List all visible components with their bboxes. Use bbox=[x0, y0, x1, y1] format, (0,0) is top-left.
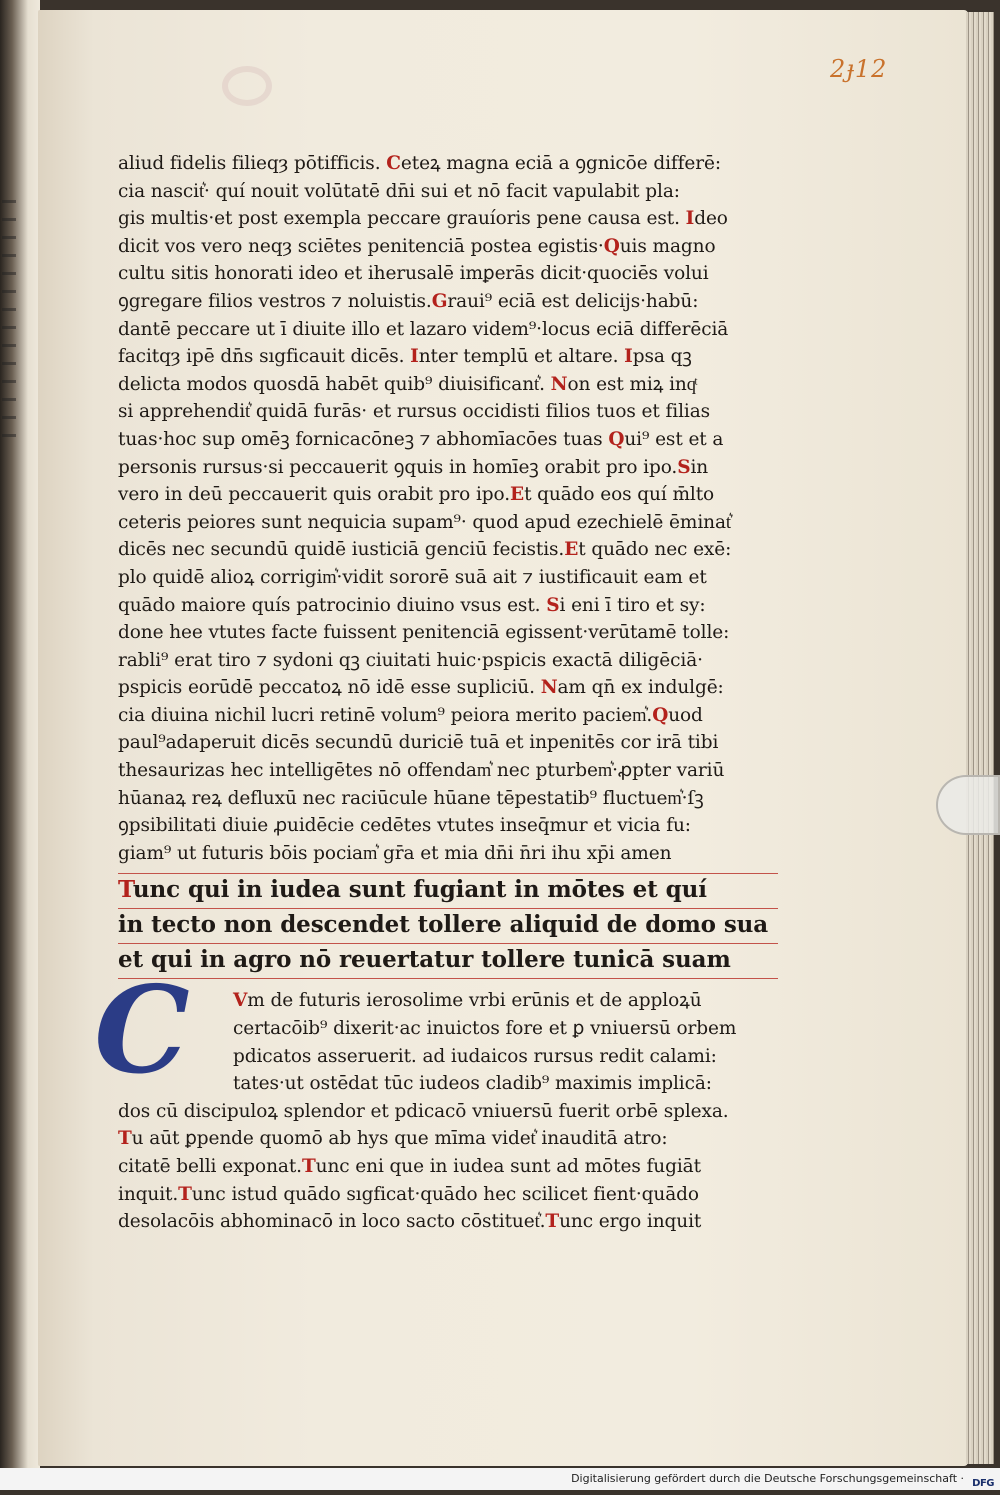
text-span: quādo maiore quís patrocinio diuino vsus est. bbox=[118, 594, 547, 616]
text-span: in bbox=[690, 456, 709, 478]
text-span: dicēs nec secundū quidē iusticiā genciū fecistis. bbox=[118, 539, 565, 561]
text-line bbox=[118, 757, 778, 785]
rubric-letter: E bbox=[564, 539, 579, 561]
rubric-letter: S bbox=[677, 456, 691, 478]
text-span: m de futuris ierosolime vrbi erūnis et de apploꝝū bbox=[247, 990, 702, 1012]
text-line bbox=[118, 729, 778, 757]
text-span: t quādo eos quí m̄lto bbox=[524, 484, 715, 506]
text-line bbox=[118, 840, 778, 868]
text-span: si apprehendit͛ quidā furās· et rursus occidisti filios tuos et filias bbox=[118, 401, 711, 423]
page-clip bbox=[936, 775, 1000, 835]
lemma-text bbox=[118, 873, 778, 979]
rubric-letter: Q bbox=[608, 428, 625, 450]
text-span: ꝯgregare filios vestros ⁊ noluistis. bbox=[118, 290, 432, 312]
text-span: desolacōis abhominacō in loco sacto cōstituet͛. bbox=[118, 1211, 546, 1233]
text-span: pdicatos asseruerit. ad iudaicos rursus redit calami: bbox=[233, 1045, 717, 1067]
rubric-letter: Q bbox=[603, 235, 620, 257]
text-span: facitqȝ ipē dn̄s sıgficauit dicēs. bbox=[118, 346, 411, 368]
rubric-letter: C bbox=[386, 153, 401, 174]
text-span: thesaurizas hec intelligētes nō offendam͛ nec pturbem͛·ꝓpter variū bbox=[118, 760, 725, 782]
text-line bbox=[118, 398, 778, 426]
text-span: delicta modos quosdā habēt quib⁹ diuisificant͛. bbox=[118, 373, 551, 395]
text-line bbox=[118, 343, 778, 371]
text-span: cultu sitis honorati ideo et iherusalē imꝑerās dicit·quociēs volui bbox=[118, 263, 709, 285]
text-span: unc qui in iudea sunt fugiant in mōtes et quí bbox=[132, 876, 707, 904]
commentary-line bbox=[118, 1125, 778, 1153]
text-span: ui⁹ est et a bbox=[624, 428, 724, 450]
text-span: cia diuina nichil lucri retinē volum⁹ peiora merito paciem͛. bbox=[118, 704, 653, 726]
text-span: tates·ut ostēdat tūc iudeos cladib⁹ maximis implicā: bbox=[233, 1073, 712, 1095]
text-span: rabli⁹ erat tiro ⁊ sydoni qꝫ ciuitati huic·pspicis exactā diligēciā· bbox=[118, 649, 703, 671]
text-span: certacōib⁹ dixerit·ac inuictos fore et ꝑ vniuersū orbem bbox=[233, 1018, 737, 1040]
rubric-letter: N bbox=[550, 373, 568, 395]
text-line bbox=[118, 619, 778, 647]
dfg-logo: DFG bbox=[972, 1478, 994, 1489]
text-span: vero in deū peccauerit quis orabit pro ipo. bbox=[118, 484, 511, 506]
rubric-letter: V bbox=[233, 990, 248, 1012]
text-line bbox=[118, 674, 778, 702]
rubric-letter: S bbox=[546, 594, 560, 616]
text-line bbox=[118, 371, 778, 399]
text-span: tuas·hoc sup omēꝫ fornicacōneꝫ ⁊ abhomīacōes tuas bbox=[118, 428, 609, 450]
rubric-letter: E bbox=[510, 484, 525, 506]
text-line bbox=[118, 647, 778, 675]
text-span: in tecto non descendet tollere aliquid de domo sua bbox=[118, 911, 769, 939]
commentary-line bbox=[118, 987, 778, 1015]
text-span: done hee vtutes facte fuissent penitenciā egissent·verūtamē tolle: bbox=[118, 622, 730, 644]
footer-bar bbox=[0, 1468, 1000, 1490]
rubric-letter: T bbox=[545, 1211, 560, 1233]
text-line bbox=[118, 178, 778, 206]
text-line bbox=[118, 481, 778, 509]
text-span: et qui in agro nō reuertatur tollere tunicā suam bbox=[118, 946, 731, 974]
text-span: gis multis·et post exempla peccare grauíoris pene causa est. bbox=[118, 208, 686, 230]
rubric-letter: T bbox=[118, 1128, 132, 1150]
text-span: ꝯpsibilitati diuie ꝓuidēcie cedētes vtutes inseq̄mur et vicia fu: bbox=[118, 815, 691, 837]
text-span: on est miꝝ inqͭ bbox=[567, 373, 696, 395]
commentary-line bbox=[118, 1153, 778, 1181]
text-span: am qn̄ ex indulgē: bbox=[557, 677, 724, 699]
text-line bbox=[118, 592, 778, 620]
commentary-line bbox=[118, 1181, 778, 1209]
facing-page-edge bbox=[0, 0, 40, 1468]
rubric-letter: I bbox=[685, 208, 695, 230]
text-span: unc istud quādo sıgficat·quādo hec scilicet fient·quādo bbox=[191, 1183, 699, 1205]
text-span: uis magno bbox=[619, 235, 716, 257]
lemma-line bbox=[118, 909, 778, 944]
text-span: pspicis eorūdē peccatoꝝ nō idē esse supliciū. bbox=[118, 677, 541, 699]
text-span: plo quidē alioꝝ corrigim͛·vidit sororē suā ait ⁊ iustificauit eam et bbox=[118, 566, 707, 588]
text-line bbox=[118, 454, 778, 482]
rubric-letter: T bbox=[178, 1183, 192, 1205]
text-span: paul⁹adaperuit dicēs secundū duriciē tuā et inpenitēs cor irā tibi bbox=[118, 732, 719, 754]
text-span: inquit. bbox=[118, 1183, 179, 1205]
text-span: unc ergo inquit bbox=[559, 1211, 702, 1233]
commentary-line bbox=[118, 1015, 778, 1043]
text-line bbox=[118, 288, 778, 316]
text-span: aliud fidelis filieqȝ pōtifficis. bbox=[118, 153, 387, 174]
rubric-letter: G bbox=[431, 290, 448, 312]
text-line bbox=[118, 785, 778, 813]
rubric-letter: T bbox=[301, 1156, 316, 1177]
text-line bbox=[118, 536, 778, 564]
text-line bbox=[118, 233, 778, 261]
text-span: raui⁹ eciā est delicijs·habū: bbox=[447, 290, 699, 312]
text-span: hūanaꝝ reꝝ defluxū nec raciūcule hūane tēpestatib⁹ fluctuem͛·ſꝫ bbox=[118, 787, 704, 809]
text-line bbox=[118, 426, 778, 454]
lemma-line bbox=[118, 944, 778, 979]
text-line bbox=[118, 702, 778, 730]
text-span: uod bbox=[668, 704, 703, 726]
text-line bbox=[118, 812, 778, 840]
lemma-line bbox=[118, 873, 778, 909]
text-line bbox=[118, 150, 778, 178]
text-span: eteꝝ magna eciā a ꝯgnicōe differē: bbox=[400, 153, 721, 174]
page-stack-edge bbox=[966, 12, 994, 1464]
rubric-letter: Q bbox=[652, 704, 669, 726]
commentary-line bbox=[118, 1208, 778, 1236]
text-span: citatē belli exponat. bbox=[118, 1156, 302, 1177]
text-span: giam⁹ ut futuris bōis pociam͛ gr̄a et mia dn̄i n̄ri ihu xp̄i amen bbox=[118, 842, 672, 864]
text-span: unc eni que in iudea sunt ad mōtes fugiāt bbox=[315, 1156, 701, 1177]
text-block bbox=[94, 150, 778, 1236]
stain-mark bbox=[222, 66, 272, 106]
rubric-letter: T bbox=[118, 876, 133, 904]
text-line bbox=[118, 260, 778, 288]
text-span: psa qꝫ bbox=[632, 346, 692, 368]
decorated-initial: C bbox=[94, 960, 190, 1102]
rubric-letter: I bbox=[624, 346, 633, 368]
text-span: nter templū et altare. bbox=[418, 346, 625, 368]
footer-credit: Digitalisierung gefördert durch die Deutsche Forschungsgemeinschaft · bbox=[571, 1472, 964, 1485]
commentary-line bbox=[118, 1070, 778, 1098]
text-span: personis rursus·si peccauerit ꝯquis in homīeꝫ orabit pro ipo. bbox=[118, 456, 678, 478]
text-span: deo bbox=[694, 208, 728, 230]
text-span: i eni ī tiro et sy: bbox=[559, 594, 706, 616]
rubric-letter: I bbox=[410, 346, 419, 368]
rubric-letter: N bbox=[540, 677, 558, 699]
commentary-line bbox=[118, 1098, 778, 1126]
text-line bbox=[118, 316, 778, 344]
text-span: dos cū discipuloꝝ splendor et pdicacō vniuersū fuerit orbē splexa. bbox=[118, 1100, 729, 1122]
text-line bbox=[118, 509, 778, 537]
commentary-line bbox=[118, 1043, 778, 1071]
text-line bbox=[118, 205, 778, 233]
text-span: dantē peccare ut ī diuite illo et lazaro videm⁹·locus eciā differēciā bbox=[118, 318, 729, 340]
text-span: t quādo nec exē: bbox=[578, 539, 732, 561]
folio-number: 2ɟ12 bbox=[830, 55, 888, 83]
text-span: ceteris peiores sunt nequicia supam⁹· quod apud ezechielē ēminat͛ bbox=[118, 511, 731, 533]
text-span: u aūt ꝑpende quomō ab hys que mīma videt͛ inauditā atro: bbox=[131, 1128, 668, 1150]
text-line bbox=[118, 564, 778, 592]
text-span: cia nascit͛· quí nouit volūtatē dn̄i sui et nō facit vapulabit pla: bbox=[118, 180, 680, 202]
body-text bbox=[118, 150, 778, 867]
text-span: dicit vos vero neqȝ sciētes penitenciā postea egistis· bbox=[118, 235, 604, 257]
